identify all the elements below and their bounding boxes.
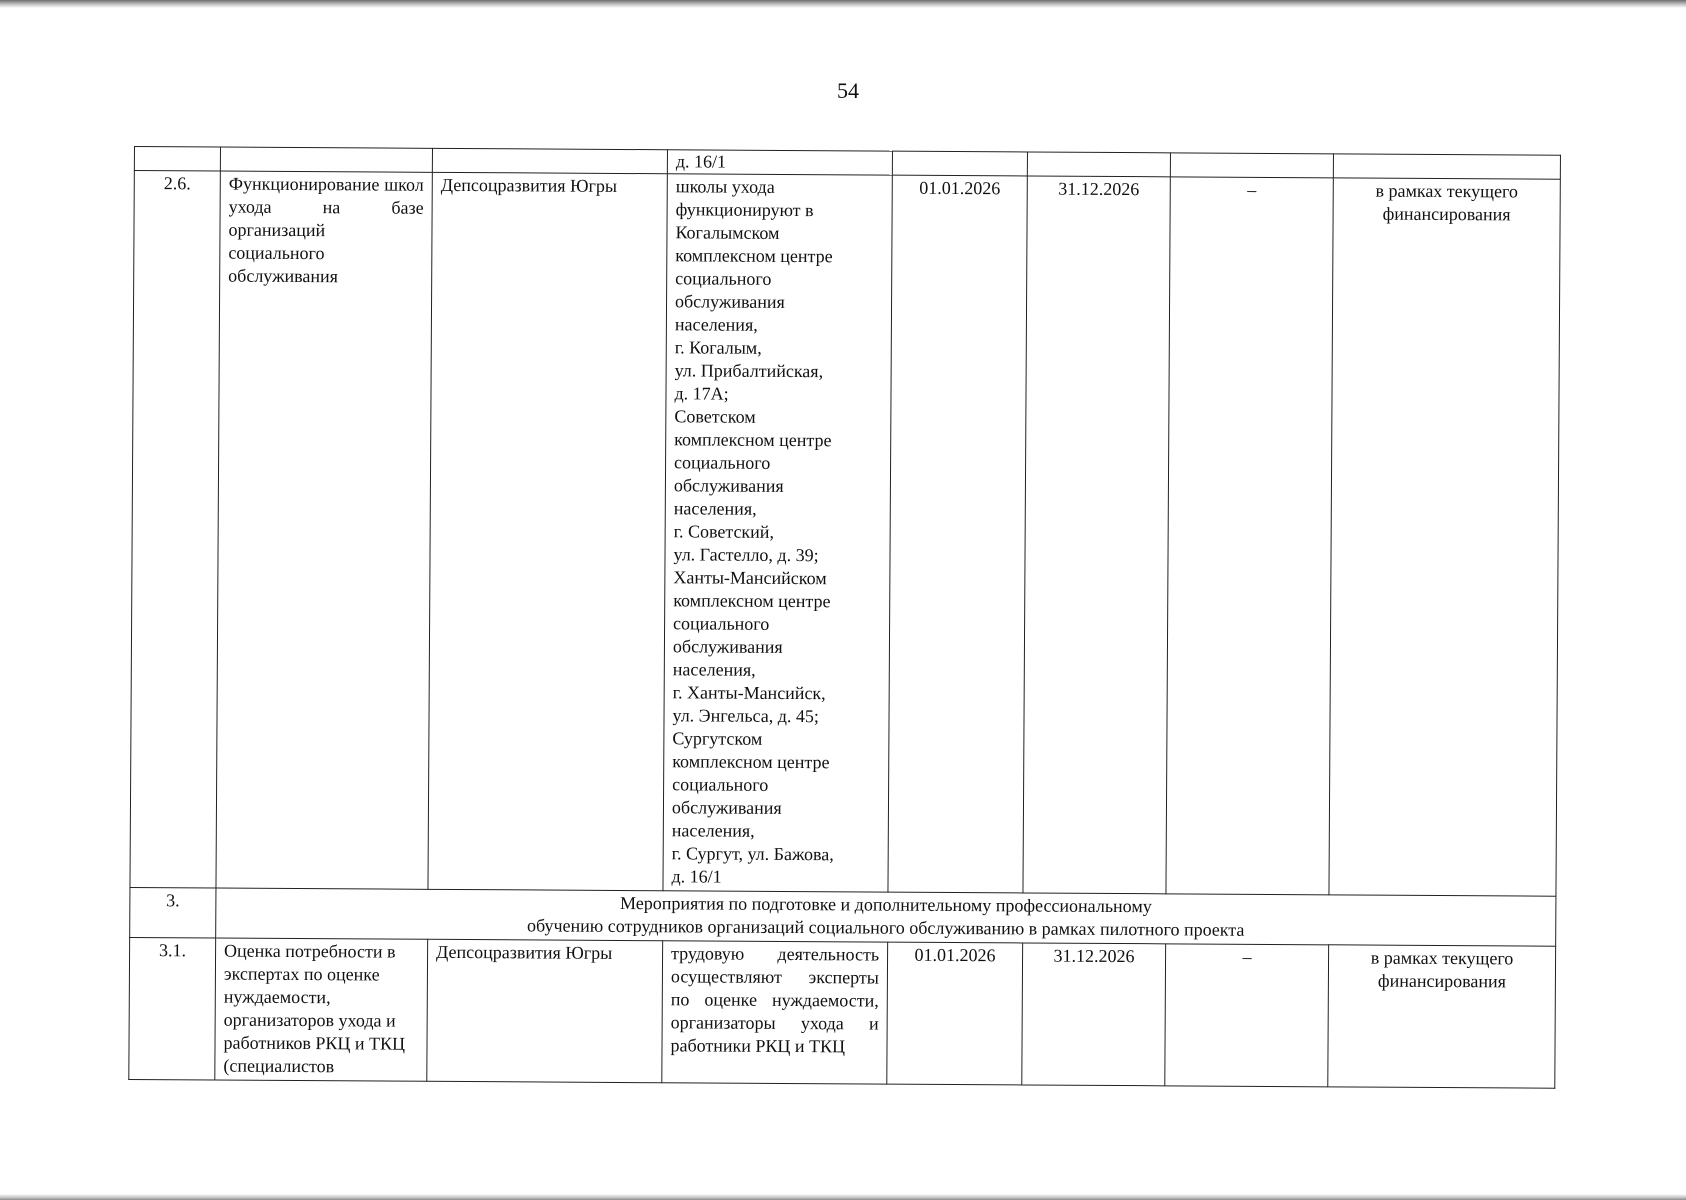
cell-empty [1170, 153, 1333, 178]
cell-amount: – [1165, 944, 1329, 1087]
table-row-2-6 [130, 171, 1560, 897]
cell-responsible: Депсоцразвития Югры [427, 939, 663, 1082]
cell-start-date: 01.01.2026 [887, 942, 1023, 1085]
cell-funding-source: в рамках текущего финансирования [1328, 945, 1556, 1088]
cell-end-date: 31.12.2026 [1022, 943, 1166, 1086]
cell-measure-name: Функционирование школ ухода на базе организаций социального обслуживания [216, 171, 432, 889]
cell-number: 2.6. [130, 171, 220, 889]
section-title-line-2: обучению сотрудников организаций социального обслуживанию в рамках пилотного проекта [526, 915, 1245, 940]
page-number: 54 [837, 78, 859, 103]
cell-measure-name: Оценка потребности в экспертах по оценке нуждаемости, организаторов ухода и работников РКЦ и ТКЦ (специалистов [215, 938, 428, 1081]
table-row-3-1 [129, 937, 1556, 1088]
cell-section-number: 3. [130, 887, 216, 938]
measures-table [128, 146, 1561, 1089]
cell-section-title [216, 888, 1556, 946]
cell-number: 3.1. [129, 937, 216, 1080]
section-title-line-1: Мероприятия по подготовке и дополнительному профессиональному [619, 892, 1152, 917]
cell-empty [892, 151, 1027, 176]
cell-address-tail: д. 16/1 [667, 150, 892, 175]
scan-edge-top [0, 0, 1686, 8]
cell-empty [220, 147, 432, 172]
table-row-section-3 [130, 887, 1556, 946]
cell-responsible: Депсоцразвития Югры [428, 172, 667, 890]
cell-empty [432, 148, 667, 173]
scan-edge-bottom [0, 1194, 1686, 1200]
cell-result: школы ухода функционируют в Когалымском комплексном центре социального обслуживания населения, г. Когалым, ул. Прибалтийская, д. 17А; Советском комплексном центре социального обслуживания населения, г. Советский, ул. Гастелло, д. 39; Ханты-Мансийском комплексном центре социального обслуживания населения, г. Ханты-Мансийск, ул. Энгельса, д. 45; Сургутском комплексном центре социального обслуживания населения, г. Сургут, ул. Бажова, д. 16/1 [663, 174, 892, 892]
cell-empty [1027, 152, 1170, 177]
cell-funding-source: в рамках текущего финансирования [1329, 178, 1560, 896]
cell-empty [134, 147, 220, 172]
cell-empty [1333, 154, 1560, 179]
cell-start-date: 01.01.2026 [888, 175, 1027, 893]
cell-result: трудовую деятельность осуществляют эксперты по оценке нуждаемости, организаторы ухода и работники РКЦ и ТКЦ [662, 941, 888, 1084]
cell-end-date: 31.12.2026 [1023, 176, 1170, 894]
cell-amount: – [1166, 177, 1333, 895]
